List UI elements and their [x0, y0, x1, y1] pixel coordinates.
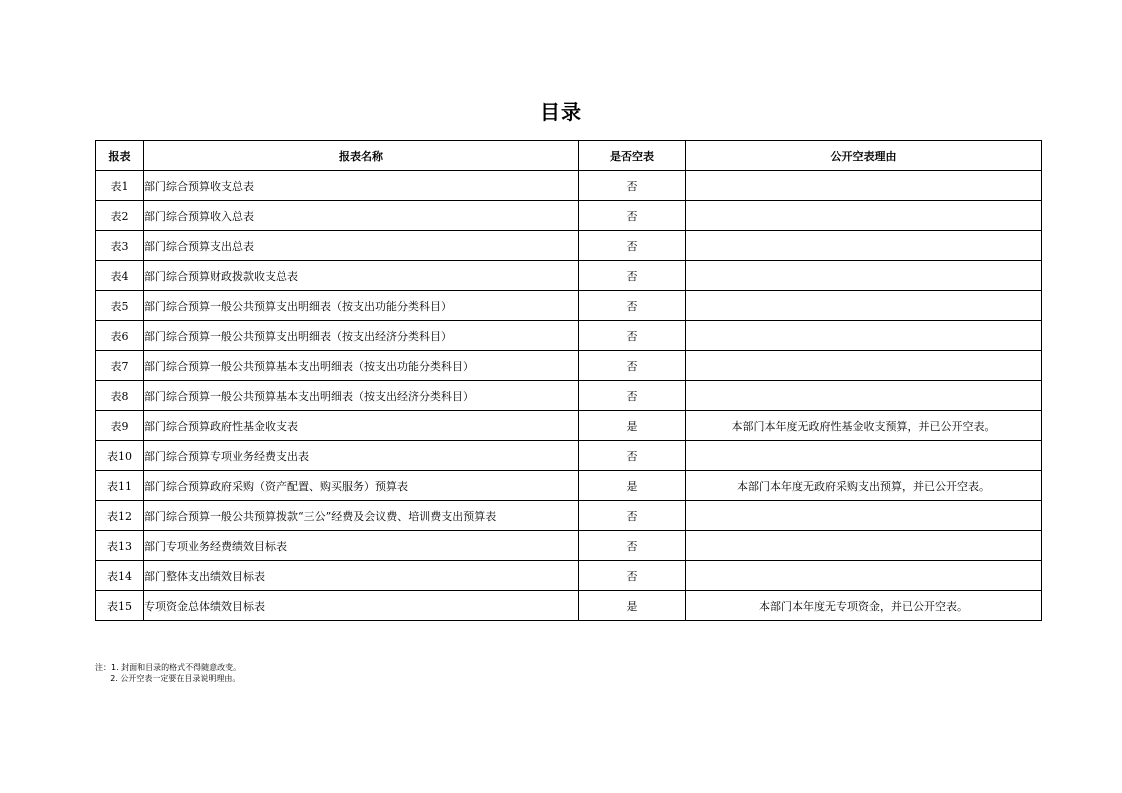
cell-empty-reason [686, 381, 1042, 411]
cell-report-no: 表12 [96, 501, 144, 531]
table-row [96, 561, 1042, 591]
cell-empty-reason [686, 231, 1042, 261]
table-row [96, 441, 1042, 471]
cell-report-name: 部门综合预算收支总表 [144, 171, 579, 201]
cell-report-no: 表9 [96, 411, 144, 441]
cell-empty-reason [686, 321, 1042, 351]
cell-report-name: 部门综合预算一般公共预算基本支出明细表（按支出经济分类科目） [144, 381, 579, 411]
header-report-name: 报表名称 [144, 141, 579, 171]
footnote-1: 注：1. 封面和目录的格式不得随意改变。 [95, 663, 242, 672]
cell-is-empty: 否 [579, 261, 686, 291]
cell-report-name: 部门综合预算一般公共预算基本支出明细表（按支出功能分类科目） [144, 351, 579, 381]
cell-is-empty: 否 [579, 291, 686, 321]
table-header-row [96, 141, 1042, 171]
cell-report-name: 部门综合预算支出总表 [144, 231, 579, 261]
table-row [96, 411, 1042, 441]
cell-report-no: 表5 [96, 291, 144, 321]
table-row [96, 471, 1042, 501]
contents-table [95, 140, 1042, 621]
cell-report-name: 部门综合预算一般公共预算支出明细表（按支出功能分类科目） [144, 291, 579, 321]
cell-report-name: 部门整体支出绩效目标表 [144, 561, 579, 591]
cell-is-empty: 否 [579, 561, 686, 591]
cell-empty-reason [686, 531, 1042, 561]
header-empty-reason: 公开空表理由 [686, 141, 1042, 171]
table-row [96, 291, 1042, 321]
cell-report-no: 表7 [96, 351, 144, 381]
cell-report-no: 表4 [96, 261, 144, 291]
cell-report-no: 表13 [96, 531, 144, 561]
cell-report-no: 表11 [96, 471, 144, 501]
footnotes [95, 662, 241, 684]
cell-report-no: 表15 [96, 591, 144, 621]
cell-report-no: 表1 [96, 171, 144, 201]
cell-report-name: 部门专项业务经费绩效目标表 [144, 531, 579, 561]
cell-empty-reason [686, 501, 1042, 531]
table-row [96, 201, 1042, 231]
cell-empty-reason [686, 291, 1042, 321]
cell-empty-reason [686, 351, 1042, 381]
cell-is-empty: 否 [579, 381, 686, 411]
header-is-empty: 是否空表 [579, 141, 686, 171]
table-row [96, 321, 1042, 351]
cell-is-empty: 否 [579, 531, 686, 561]
table-row [96, 261, 1042, 291]
cell-is-empty: 是 [579, 411, 686, 441]
cell-report-no: 表3 [96, 231, 144, 261]
cell-empty-reason: 本部门本年度无政府性基金收支预算，并已公开空表。 [686, 411, 1042, 441]
table-row [96, 171, 1042, 201]
cell-report-name: 部门综合预算专项业务经费支出表 [144, 441, 579, 471]
cell-report-no: 表8 [96, 381, 144, 411]
cell-empty-reason [686, 441, 1042, 471]
cell-report-no: 表2 [96, 201, 144, 231]
cell-report-name: 部门综合预算一般公共预算支出明细表（按支出经济分类科目） [144, 321, 579, 351]
cell-report-no: 表14 [96, 561, 144, 591]
cell-report-name: 部门综合预算政府采购（资产配置、购买服务）预算表 [144, 471, 579, 501]
cell-report-name: 专项资金总体绩效目标表 [144, 591, 579, 621]
table-row [96, 381, 1042, 411]
page-title: 目录 [540, 100, 582, 124]
table-row [96, 231, 1042, 261]
cell-is-empty: 否 [579, 231, 686, 261]
cell-is-empty: 是 [579, 471, 686, 501]
table-row [96, 591, 1042, 621]
cell-report-name: 部门综合预算收入总表 [144, 201, 579, 231]
cell-report-name: 部门综合预算一般公共预算拨款“三公”经费及会议费、培训费支出预算表 [144, 501, 579, 531]
cell-empty-reason [686, 201, 1042, 231]
cell-empty-reason [686, 261, 1042, 291]
cell-is-empty: 是 [579, 591, 686, 621]
footnote-2: 2. 公开空表一定要在目录说明理由。 [95, 674, 241, 683]
cell-is-empty: 否 [579, 351, 686, 381]
cell-empty-reason: 本部门本年度无专项资金，并已公开空表。 [686, 591, 1042, 621]
cell-is-empty: 否 [579, 201, 686, 231]
table-row [96, 501, 1042, 531]
table-row [96, 531, 1042, 561]
cell-empty-reason [686, 561, 1042, 591]
cell-report-name: 部门综合预算财政拨款收支总表 [144, 261, 579, 291]
cell-empty-reason [686, 171, 1042, 201]
cell-is-empty: 否 [579, 321, 686, 351]
cell-is-empty: 否 [579, 171, 686, 201]
header-report-no: 报表 [96, 141, 144, 171]
cell-is-empty: 否 [579, 501, 686, 531]
cell-report-no: 表6 [96, 321, 144, 351]
cell-report-no: 表10 [96, 441, 144, 471]
cell-empty-reason: 本部门本年度无政府采购支出预算，并已公开空表。 [686, 471, 1042, 501]
cell-report-name: 部门综合预算政府性基金收支表 [144, 411, 579, 441]
table-row [96, 351, 1042, 381]
cell-is-empty: 否 [579, 441, 686, 471]
